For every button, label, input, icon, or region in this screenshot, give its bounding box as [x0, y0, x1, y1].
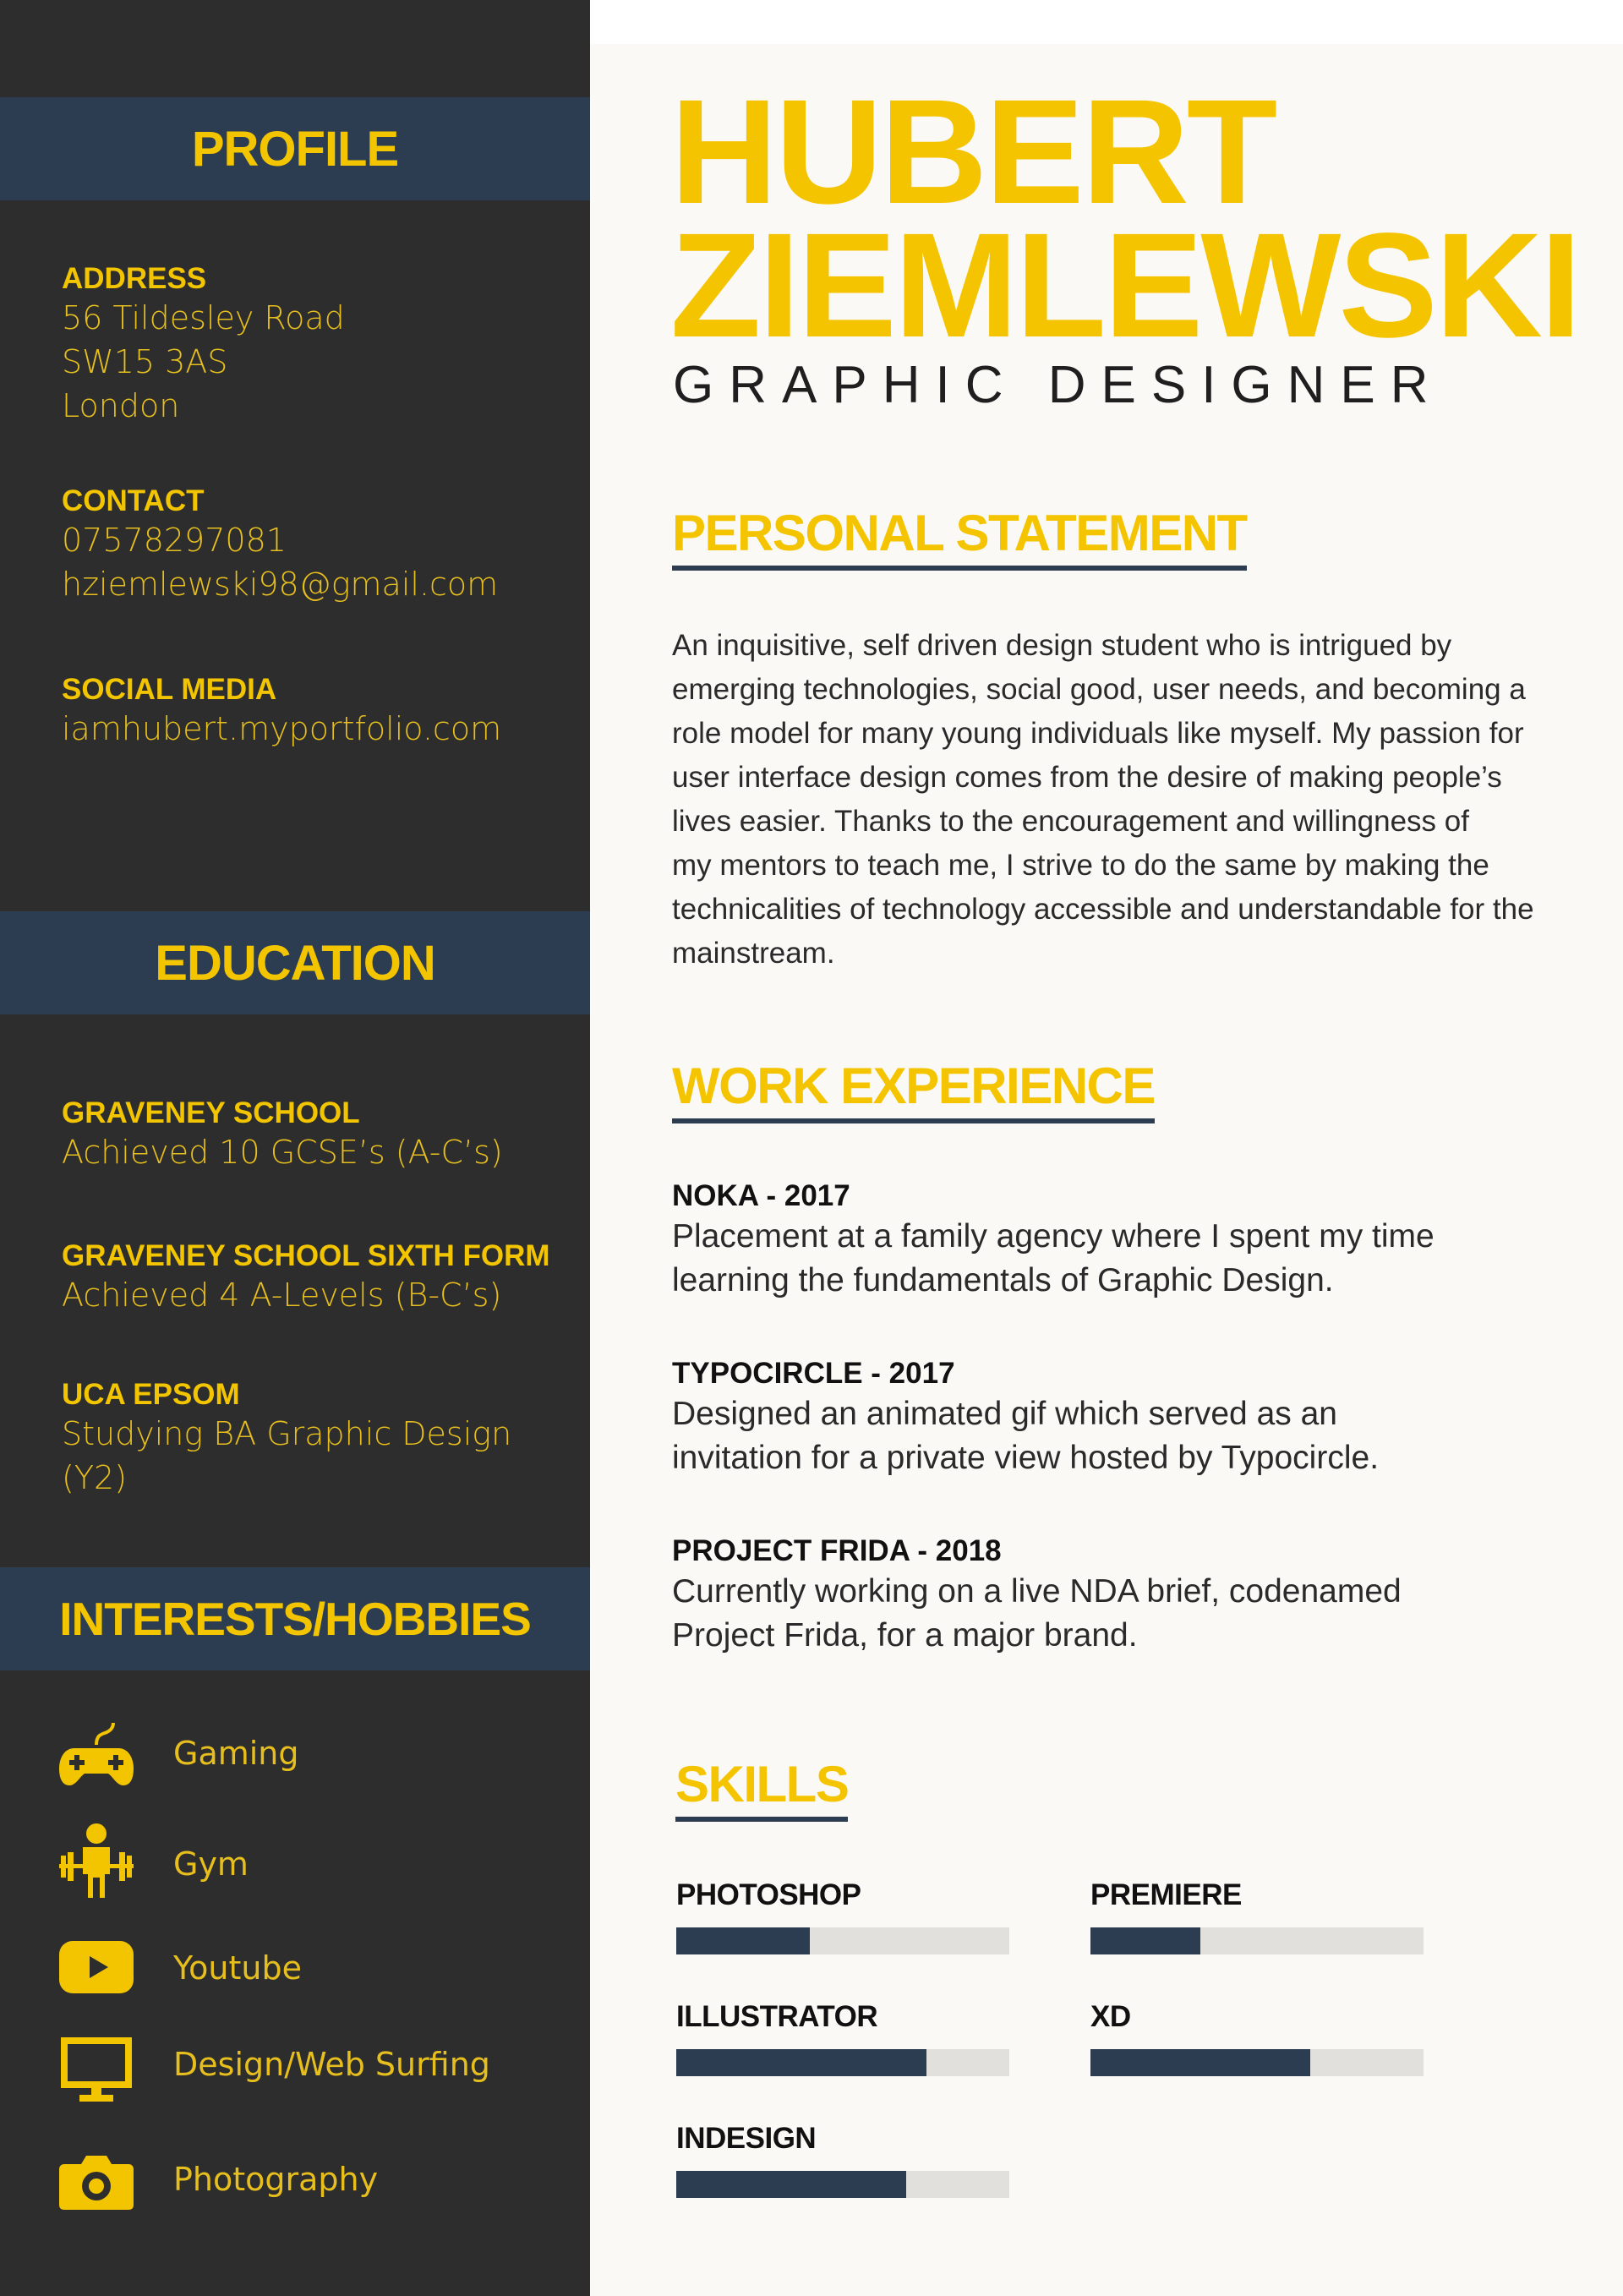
sidebar: [0, 0, 590, 2296]
statement-line: mainstream.: [672, 937, 835, 970]
job-entry: [672, 1533, 1568, 1658]
hobby-label: Gym: [173, 1845, 249, 1883]
statement-line: An inquisitive, self driven design student who is intrigued by: [672, 629, 1452, 662]
skill-bar-fill: [1090, 1927, 1200, 1954]
hobby-label: Gaming: [173, 1735, 299, 1772]
job-heading: NOKA - 2017: [672, 1179, 850, 1212]
profile-header: [0, 97, 590, 200]
work-experience-title: WORK EXPERIENCE: [672, 1057, 1155, 1123]
hobby-item: [0, 1716, 590, 1792]
job-entry: [672, 1178, 1568, 1303]
hobby-item: [0, 2027, 590, 2103]
job-description-line: Placement at a family agency where I spent my time: [672, 1218, 1434, 1255]
personal-statement-text: [672, 624, 1568, 976]
skill-bar-fill: [676, 1927, 810, 1954]
skill-bar: [1090, 2049, 1424, 2076]
skill-item: [1090, 2000, 1429, 2076]
email-link[interactable]: hziemlewski98@gmail.com: [62, 566, 499, 603]
job-description-line: Currently working on a live NDA brief, codenamed: [672, 1573, 1402, 1610]
social-block: [62, 673, 569, 751]
skill-bar-fill: [676, 2049, 926, 2076]
school-name: UCA EPSOM: [62, 1378, 240, 1411]
statement-line: lives easier. Thanks to the encouragement and willingness of: [672, 805, 1469, 838]
address-label: ADDRESS: [62, 262, 207, 295]
job-title: GRAPHIC DESIGNER: [673, 356, 1444, 414]
personal-statement-title: PERSONAL STATEMENT: [672, 504, 1247, 571]
skill-name: PREMIERE: [1090, 1878, 1242, 1911]
hobby-item: [0, 1927, 590, 2004]
address-block: [62, 262, 569, 428]
statement-line: emerging technologies, social good, user needs, and becoming a: [672, 673, 1526, 706]
job-description-line: invitation for a private view hosted by Typocircle.: [672, 1440, 1380, 1476]
statement-line: role model for many young individuals like myself. My passion for: [672, 717, 1524, 750]
job-entry: [672, 1355, 1568, 1480]
phone-number: 07578297081: [62, 522, 287, 559]
job-heading: PROJECT FRIDA - 2018: [672, 1534, 1002, 1567]
education-title: EDUCATION: [155, 935, 435, 991]
contact-label: CONTACT: [62, 484, 205, 517]
education-item: [62, 1378, 569, 1500]
social-label: SOCIAL MEDIA: [62, 673, 277, 706]
skills-title: SKILLS: [675, 1755, 848, 1822]
hobby-item: [0, 1822, 590, 1898]
profile-title: PROFILE: [191, 121, 399, 177]
youtube-play-icon: [56, 1927, 137, 2009]
skill-bar: [1090, 1927, 1424, 1954]
contact-block: [62, 484, 569, 606]
school-name: GRAVENEY SCHOOL: [62, 1096, 360, 1129]
skill-name: INDESIGN: [676, 2122, 817, 2155]
camera-icon: [56, 2139, 137, 2220]
job-description-line: Designed an animated gif which served as an: [672, 1396, 1337, 1432]
job-heading: TYPOCIRCLE - 2017: [672, 1357, 955, 1390]
skill-item: [676, 2000, 1014, 2076]
hobby-label: Design/Web Surfing: [173, 2046, 490, 2083]
skill-item: [676, 1878, 1014, 1954]
hobby-label: Youtube: [173, 1949, 302, 1987]
school-detail: Achieved 10 GCSE’s (A-C’s): [62, 1134, 503, 1171]
monitor-icon: [56, 2027, 137, 2108]
school-detail: Achieved 4 A-Levels (B-C’s): [62, 1276, 502, 1314]
skill-item: [1090, 1878, 1429, 1954]
skill-name: XD: [1090, 2000, 1131, 2033]
education-header: [0, 911, 590, 1014]
address-line: London: [62, 387, 180, 424]
skill-bar: [676, 2171, 1009, 2198]
skill-name: PHOTOSHOP: [676, 1878, 861, 1911]
gamepad-icon: [56, 1716, 137, 1797]
hobby-item: [0, 2139, 590, 2215]
skill-bar-fill: [676, 2171, 906, 2198]
job-description-line: Project Frida, for a major brand.: [672, 1617, 1138, 1654]
first-name: HUBERT: [670, 69, 1276, 235]
statement-line: my mentors to teach me, I strive to do the same by making the: [672, 849, 1489, 882]
address-line: 56 Tildesley Road: [62, 299, 345, 336]
interests-header: [0, 1567, 590, 1670]
hobby-label: Photography: [173, 2161, 379, 2198]
statement-line: technicalities of technology accessible and understandable for the: [672, 893, 1534, 926]
portfolio-link[interactable]: iamhubert.myportfolio.com: [62, 710, 502, 747]
skill-bar-fill: [1090, 2049, 1310, 2076]
last-name: ZIEMLEWSKI: [670, 203, 1579, 369]
weightlifter-icon: [56, 1822, 137, 1903]
skill-item: [676, 2122, 1014, 2198]
education-item: [62, 1239, 569, 1317]
interests-title: INTERESTS/HOBBIES: [59, 1593, 531, 1645]
skill-bar: [676, 1927, 1009, 1954]
job-description-line: learning the fundamentals of Graphic Design.: [672, 1262, 1334, 1298]
school-detail: Studying BA Graphic Design (Y2): [62, 1415, 512, 1496]
skill-bar: [676, 2049, 1009, 2076]
statement-line: user interface design comes from the desire of making people’s: [672, 761, 1502, 794]
skill-name: ILLUSTRATOR: [676, 2000, 878, 2033]
education-item: [62, 1096, 569, 1174]
address-line: SW15 3AS: [62, 343, 228, 380]
school-name: GRAVENEY SCHOOL SIXTH FORM: [62, 1239, 550, 1272]
